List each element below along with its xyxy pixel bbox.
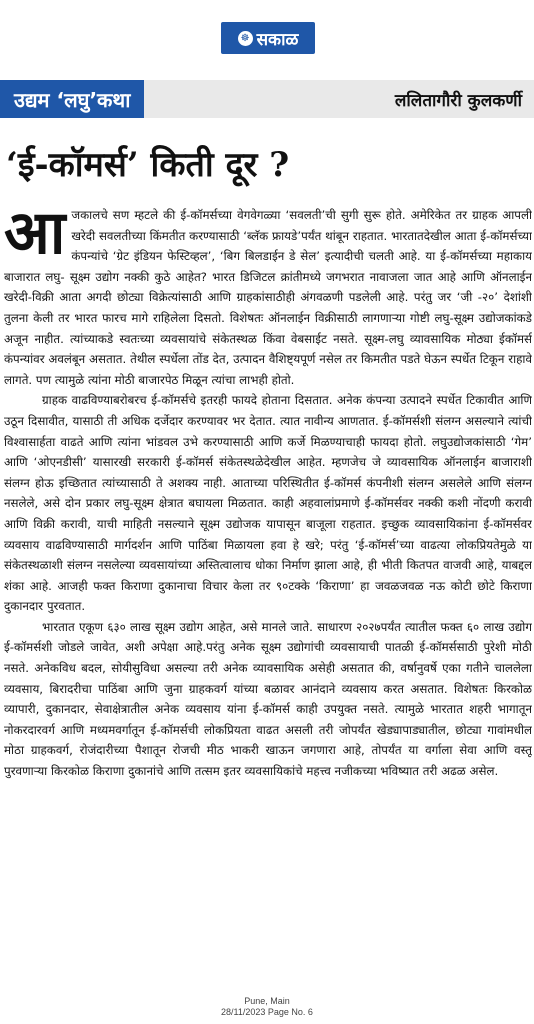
paragraph-2: ग्राहक वाढविण्याबरोबरच ई-कॉमर्सचे इतरही फायदे होताना दिसतात. अनेक कंपन्या उत्पादने स्पर्धेत टिकावीत आणि उठून दिसावीत, यासाठी ती अधिक दर्जेदार करण्यावर भर देतात. त्यात नावीन्य आणतात. ई-कॉमर्सशी संलग्न असल्याने त्यांची विश्वासार्हता वाढते आणि त्यांना भांडवल उभे करण्यासाठी आणि कर्जे मिळण्याचाही फायदा होतो. लघुउद्योजकांसाठी ‘गेम’ आणि ‘ओएनडीसी’ यासारखी सरकारी ई-कॉमर्स संकेतस्थळेदेखील आहेत. म्हणजेच जे व्यावसायिक ऑनलाईन बाजाराशी संलग्न होऊ इच्छितात त्यांच्यासाठी ते अशक्य नाही. आताच्या परिस्थितीत ई-कॉमर्स कंपनीशी संलग्न असलेले आणि संलग्न नसलेले, असे दोन प्रकार लघु-सूक्ष्म क्षेत्रात बघायला मिळतात. काही अहवालांप्रमाणे ई-कॉमर्सवर नक्की कशी नोंदणी करावी आणि विक्री करावी, याची माहिती नसल्याने सूक्ष्म उद्योजक यापासून बाजूला राहतात. इच्छुक व्यावसायिकांना ई-कॉमर्सवर व्यवसाय वाढविण्यासाठी मार्गदर्शन आणि पाठिंबा मिळायला हवा हे खरे; परंतु ‘ई-कॉमर्स’च्या वाढत्या लोकप्रियतेमुळे या संकेतस्थळाशी संलग्न नसलेल्या व्यवसायांच्या अस्तित्वालाच धोका निर्माण झाला आहे, ही भीती कितपत वाजवी आहे, याबद्दल शंका आहे. आजही फक्त किराणा दुकानाचा विचार केला तर ९०टक्के ‘किराणा’ हा जवळजवळ नऊ कोटी छोटे किराणा दुकानदार पुरवतात. <box>4 393 532 614</box>
drop-cap: आ <box>4 205 66 268</box>
column-name: उद्यम ‘लघु’कथा <box>0 80 144 118</box>
date-and-page: 28/11/2023 Page No. 6 <box>221 1007 313 1017</box>
paragraph-3: भारतात एकूण ६३० लाख सूक्ष्म उद्योग आहेत, असे मानले जाते. साधारण २०२७पर्यंत त्यातील फक्त ६० लाख उद्योग ई-कॉमर्सशी जोडले जावेत, अशी अपेक्षा आहे.परंतु अनेक सूक्ष्म उद्योगांची व्यवसायाची पातळी ई-कॉमर्ससाठी पुरेशी मोठी नसते. अनेकविध बदल, सोयीसुविधा असल्या तरी अनेक व्यावसायिक असेही असतात की, वर्षानुवर्षे एका गतीने चाललेला व्यवसाय, बिरादरीचा पाठिंबा आणि जुना ग्राहकवर्ग यांच्या बळावर आनंदाने व्यवसाय करत असतात. विशेषतः किरकोळ व्यापारी, दुकानदार, सेवाक्षेत्रातील अनेक व्यवसाय यांना ई-कॉमर्स काही उपयुक्त नसते. त्यामुळे भारतात शहरी भागातून नोकरदारवर्ग आणि मध्यमवर्गातून ई-कॉमर्सची लोकप्रियता वाढत असली तरी जोपर्यंत खेड्यापाड्यातील, छोट्या गावांमधील मोठा ग्राहकवर्ग, रोजंदारीच्या पैशातून रोजची मीठ भाकरी खाऊन जगणारा आहे, तोपर्यंत या वर्गाला सेवा आणि वस्तू पुरवणाऱ्या किरकोळ किराणा दुकानांचे आणि तत्सम इतर व्यवसायिकांचे महत्त्व नजीकच्या भविष्यात तरी अढळ असेल. <box>4 619 532 779</box>
column-band <box>0 80 534 118</box>
newspaper-masthead <box>221 22 315 54</box>
author-name: ललितागौरी कुलकर्णी <box>394 90 522 111</box>
paragraph-1-text: जकालचे सण म्हटले की ई-कॉमर्सच्या वेगवेगळ्या ‘सवलती’ची सुगी सुरू होते. अमेरिकेत तर ग्राहक आपली खरेदी सवलतीच्या किंमतीत करण्यासाठी ‘ब्लॅक फ्रायडे’पर्यंत थांबून राहतात. भारतातदेखील आता ई-कॉमर्सच्या कंपन्यांचे ‘ग्रेट इंडियन फेस्टिव्हल’, ‘बिग बिलडाईन डे सेल’ इत्यादीची चलती आहे. या ई-कॉमर्सच्या महाकाय बाजारात लघु- सूक्ष्म उद्योग नक्की कुठे आहेत? भारत डिजिटल क्रांतीमध्ये जगभरात नावाजला जात आहे आणि ऑनलाईन खरेदी-विक्री आता अगदी छोट्या विक्रेत्यांसाठी आणि ग्राहकांसाठीही अंगवळणी पडलेली आहे. परंतु जर ‘जी -२०’ देशांशी तुलना केली तर भारत फारच मागे राहिलेला दिसतो. विशेषतः ऑनलाईन विक्रीसाठी लागणाऱ्या गोष्टी लघु-सूक्ष्म उद्योजकांकडे अजून नाहीत. त्यांच्याकडे स्वतःच्या व्यवसायांचे संकेतस्थळ किंवा वेबसाईट नसते. सूक्ष्म-लघु व्यावसायिक मोठ्या ईकॉमर्स कंपन्यांवर अवलंबून असतात. तेथील स्पर्धेला तोंड देत, उत्पादन वैशिष्ट्यपूर्ण नसेल तर किमतीत पडते घेऊन स्पर्धेत टिकून राहावे लागते. पण त्यामुळे त्यांना मोठी बाजारपेठ मिळून त्यांचा लाभही होतो. <box>4 208 532 387</box>
dateline <box>0 996 534 1018</box>
article-body <box>4 205 532 985</box>
edition-location: Pune, Main <box>244 996 290 1006</box>
headline: ‘ई-कॉमर्स’ किती दूर ? <box>6 145 290 185</box>
newspaper-logo-icon: ☸ <box>238 31 253 46</box>
newspaper-name: सकाळ <box>256 29 299 50</box>
paragraph-1 <box>4 205 532 390</box>
